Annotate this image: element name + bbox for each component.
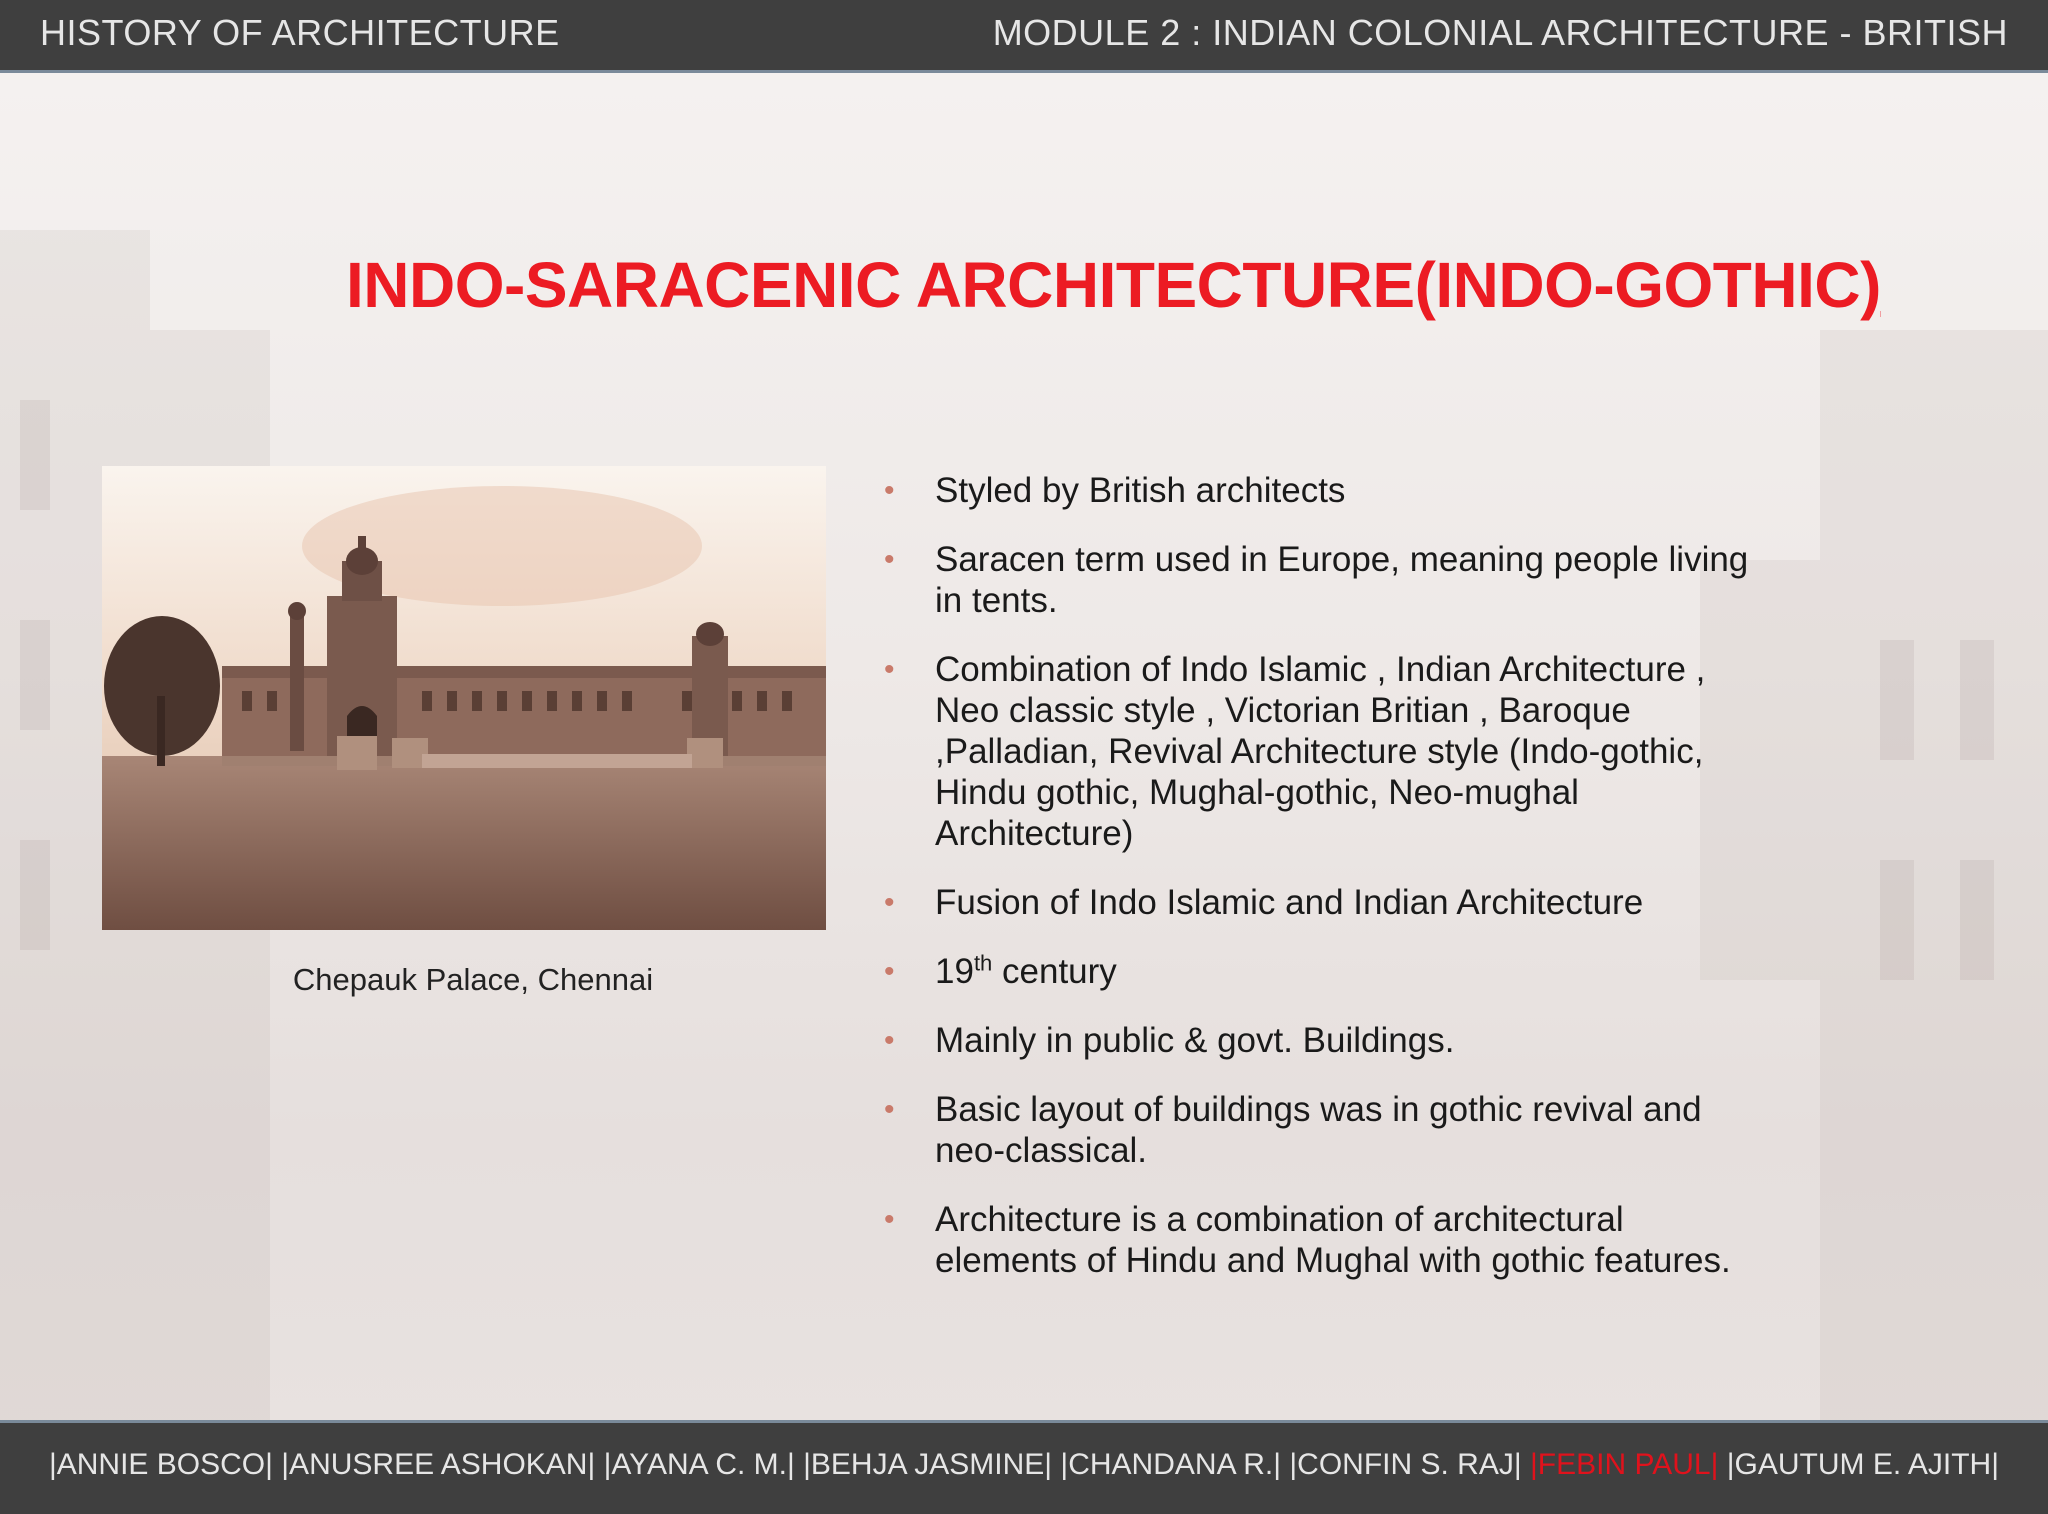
bullet-list — [880, 470, 1760, 1309]
bullet-text: Architecture is a combination of architectural elements of Hindu and Mughal with gothic features. — [935, 1200, 1731, 1280]
bullet-text: Fusion of Indo Islamic and Indian Architecture — [935, 883, 1644, 922]
bullet-marker: • — [884, 1093, 895, 1126]
header-bar — [0, 0, 2048, 73]
bullet-item — [880, 470, 1760, 511]
bullet-item — [880, 649, 1760, 854]
bullet-item — [880, 539, 1760, 621]
bullet-item — [880, 1020, 1760, 1061]
bullet-marker: • — [884, 886, 895, 919]
footer-bar — [0, 1420, 2048, 1514]
bullet-marker: • — [884, 955, 895, 988]
bullet-text: Combination of Indo Islamic , Indian Architecture , Neo classic style , Victorian Britian , Baroque ,Palladian, Revival Architecture style (Indo-gothic, Hindu gothic, Mughal-gothic, Neo-mughal Architecture) — [935, 650, 1706, 853]
slide-title-tail: ) — [1860, 249, 1881, 321]
author-names — [0, 1448, 2048, 1482]
course-title: HISTORY OF ARCHITECTURE — [40, 12, 560, 53]
author-names-after: |GAUTUM E. AJITH| — [1718, 1448, 2000, 1481]
bullet-marker: • — [884, 653, 895, 686]
bullet-marker: • — [884, 543, 895, 576]
bullet-item — [880, 951, 1760, 992]
century-suffix: th — [973, 950, 993, 976]
author-highlight: |FEBIN PAUL| — [1529, 1448, 1719, 1481]
bullet-text-century — [935, 952, 1117, 991]
bullet-marker: • — [884, 1203, 895, 1236]
photo-caption: Chepauk Palace, Chennai — [292, 962, 654, 997]
bullet-text: Saracen term used in Europe, meaning people living in tents. — [935, 540, 1749, 620]
bullet-text: Mainly in public & govt. Buildings. — [935, 1021, 1455, 1060]
chepauk-palace-photo — [102, 466, 826, 930]
bullet-item — [880, 1089, 1760, 1171]
bullet-marker: • — [884, 1024, 895, 1057]
author-names-before: |ANNIE BOSCO| |ANUSREE ASHOKAN| |AYANA C. M.| |BEHJA JASMINE| |CHANDANA R.| |CONFIN S. RAJ| — [48, 1448, 1530, 1481]
module-title: MODULE 2 : INDIAN COLONIAL ARCHITECTURE - BRITISH — [992, 12, 2008, 53]
bullet-text: Styled by British architects — [935, 471, 1346, 510]
bullet-text: Basic layout of buildings was in gothic revival and neo-classical. — [935, 1090, 1702, 1170]
bullet-marker: • — [884, 474, 895, 507]
century-number: 19 — [935, 952, 974, 991]
bullet-item — [880, 1199, 1760, 1281]
slide-title-main: INDO-SARACENIC ARCHITECTURE(INDO-GOTHIC — [346, 249, 1861, 321]
palace-image — [102, 466, 826, 930]
century-word: century — [992, 952, 1117, 991]
bullet-item — [880, 882, 1760, 923]
slide-title — [346, 248, 1906, 322]
